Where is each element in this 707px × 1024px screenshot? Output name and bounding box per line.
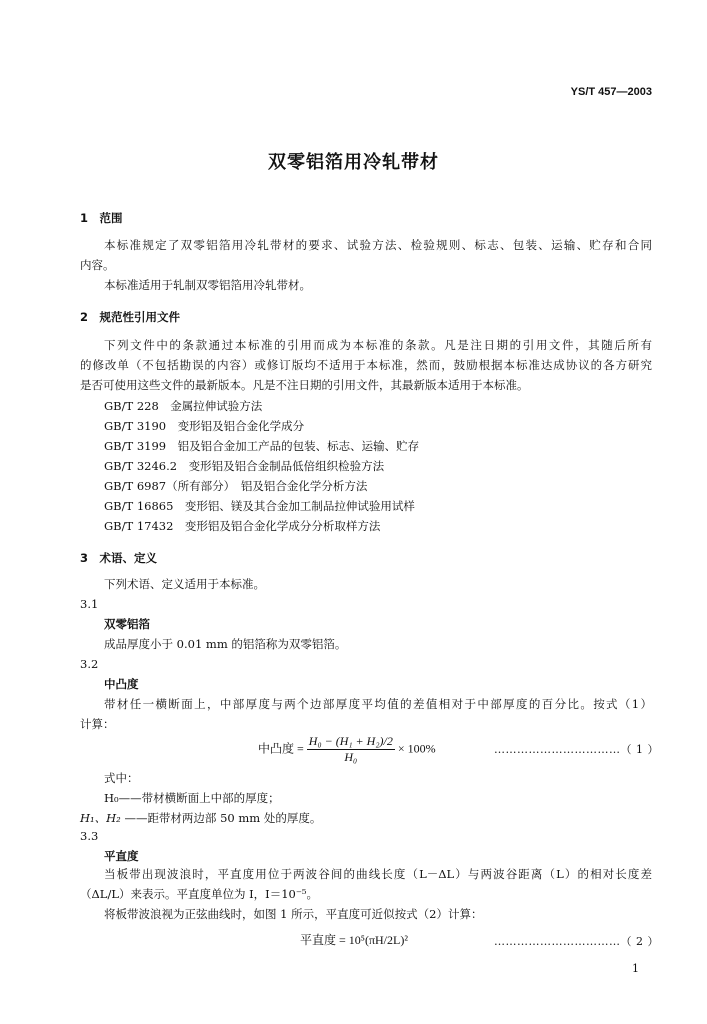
term-definition-line: 将板带波浪视为正弦曲线时，如图 1 所示，平直度可近似按式（2）计算： [104, 907, 483, 921]
formula-fraction [307, 734, 395, 765]
formula-reference: ……………………………（ 2 ） [494, 935, 659, 948]
reference-item: GB/T 3246.2 变形铝及铝合金制品低倍组织检验方法 [104, 459, 385, 473]
clause-number: 3.3 [80, 829, 99, 843]
variable-definition [80, 810, 321, 826]
crown-formula [258, 734, 436, 765]
variable-symbol: H₁、H₂ [80, 811, 121, 825]
section-3-intro: 下列术语、定义适用于本标准。 [104, 577, 265, 591]
term-definition-line: 带材任一横断面上，中部厚度与两个边部厚度平均值的差值相对于中部厚度的百分比。按式（1） [104, 697, 652, 711]
variable-definition: H₀——带材横断面上中部的厚度； [104, 791, 280, 805]
reference-item: GB/T 16865 变形铝、镁及其合金加工制品拉伸试验用试样 [104, 499, 415, 513]
section-2-heading: 2 规范性引用文件 [80, 310, 181, 324]
section-3-heading: 3 术语、定义 [80, 551, 158, 565]
section-1-paragraph-line: 本标准规定了双零铝箔用冷轧带材的要求、试验方法、检验规则、标志、包装、运输、贮存和合同 [104, 238, 652, 252]
formula-lhs: 中凸度 = [258, 741, 304, 756]
formula-denominator: H₀ [344, 750, 358, 764]
reference-item: GB/T 3199 铝及铝合金加工产品的包装、标志、运输、贮存 [104, 439, 420, 453]
reference-item: GB/T 3190 变形铝及铝合金化学成分 [104, 419, 305, 433]
term-definition-line: 计算： [80, 717, 115, 731]
section-2-paragraph-line: 的修改单（不包括勘误的内容）或修订版均不适用于本标准，然而，鼓励根据本标准达成协议的各方研究 [80, 358, 652, 372]
page-number: 1 [632, 962, 639, 975]
section-1-paragraph-line: 内容。 [80, 258, 115, 272]
reference-item: GB/T 228 金属拉伸试验方法 [104, 399, 263, 413]
reference-item: GB/T 17432 变形铝及铝合金化学成分分析取样方法 [104, 519, 381, 533]
document-title: 双零铝箔用冷轧带材 [268, 152, 439, 173]
variable-description: ——距带材两边部 50 mm 处的厚度。 [124, 811, 322, 825]
term-name: 平直度 [104, 849, 139, 863]
section-2-paragraph-line: 下列文件中的条款通过本标准的引用而成为本标准的条款。凡是注日期的引用文件，其随后所有 [104, 338, 652, 352]
formula-reference: ……………………………（ 1 ） [494, 743, 659, 756]
term-definition: 成品厚度小于 0.01 mm 的铝箔称为双零铝箔。 [104, 637, 347, 651]
term-name: 双零铝箔 [104, 617, 150, 631]
section-1-scope-paragraph: 本标准适用于轧制双零铝箔用冷轧带材。 [104, 278, 311, 292]
formula-numerator: H₀ − (H₁ + H₂)/2 [308, 734, 393, 748]
term-name: 中凸度 [104, 677, 139, 691]
clause-number: 3.2 [80, 657, 99, 671]
flatness-formula: 平直度 = 10⁵(πH/2L)² [300, 933, 408, 947]
formula-tail: × 100% [397, 741, 436, 756]
clause-number: 3.1 [80, 597, 99, 611]
standard-number: YS/T 457—2003 [570, 86, 652, 98]
term-definition-line: （ΔL/L）来表示。平直度单位为 I，I＝10⁻⁵。 [80, 887, 319, 901]
term-definition-line: 当板带出现波浪时，平直度用位于两波谷间的曲线长度（L－ΔL）与两波谷距离（L）的相对长度差 [104, 867, 652, 881]
where-label: 式中： [104, 771, 139, 785]
reference-item: GB/T 6987（所有部分） 铝及铝合金化学分析方法 [104, 479, 368, 493]
section-1-heading: 1 范围 [80, 211, 123, 225]
section-2-paragraph-line: 是否可使用这些文件的最新版本。凡是不注日期的引用文件，其最新版本适用于本标准。 [80, 378, 529, 392]
